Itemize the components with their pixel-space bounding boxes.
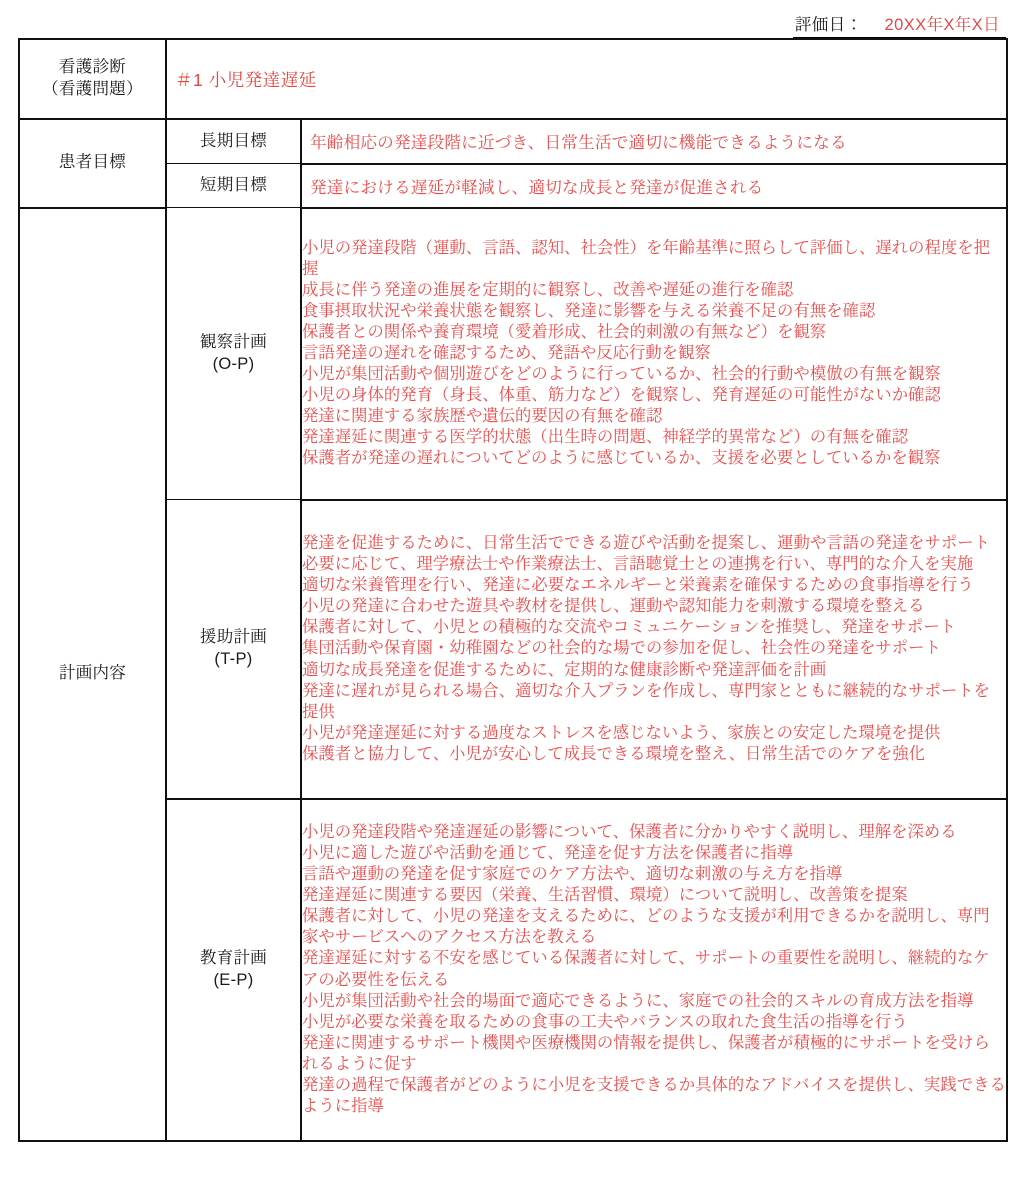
plan-item: 発達遅延に対する不安を感じている保護者に対して、サポートの重要性を説明し、継続的なケアの必要性を伝える (302, 949, 990, 989)
plan-item: 保護者に対して、小児の発達を支えるために、どのような支援が利用できるかを説明し、専門家やサービスへのアクセス方法を教える (302, 907, 990, 947)
plan-item: 発達の過程で保護者がどのように小児を支援できるか具体的なアドバイスを提供し、実践できるように指導 (302, 1075, 1006, 1115)
header-row (18, 14, 1006, 38)
plan-item: 小児が必要な栄養を取るための食事の工夫やバランスの取れた食生活の指導を行う (302, 1012, 908, 1031)
plan-item: 適切な栄養管理を行い、発達に必要なエネルギーと栄養素を確保するための食事指導を行う (302, 576, 974, 595)
treatment-plan-items (302, 533, 1006, 764)
plan-item: 適切な成長発達を促進するために、定期的な健康診断や発達評価を計画 (302, 660, 827, 679)
plan-item: 発達を促進するために、日常生活でできる遊びや活動を提案し、運動や言語の発達をサポート (302, 534, 991, 553)
plan-item: 小児が集団活動や個別遊びをどのように行っているか、社会的行動や模倣の有無を観察 (302, 365, 941, 383)
treatment-plan-items-cell (301, 500, 1007, 799)
patient-goal-label: 患者目標 (58, 153, 127, 172)
plan-item: 保護者と協力して、小児が安心して成長できる環境を整え、日常生活でのケアを強化 (302, 744, 926, 763)
plan-item: 小児の身体的発育（身長、体重、筋力など）を観察し、発育遅延の可能性がないか確認 (302, 386, 941, 405)
observation-plan-items (302, 238, 1006, 469)
short-term-goal-label-cell (166, 164, 301, 208)
table-row-education-plan (19, 799, 1007, 1141)
observation-plan-items-cell (301, 208, 1007, 500)
table-row-short-term-goal (19, 164, 1007, 208)
education-plan-items (302, 822, 1006, 1116)
plan-item: 小児の発達段階（運動、言語、認知、社会性）を年齢基準に照らして評価し、遅れの程度を把握 (302, 238, 991, 278)
plan-item: 集団活動や保育園・幼稚園などの社会的な場での参加を促し、社会性の発達をサポート (302, 639, 941, 658)
plan-item: 言語や運動の発達を促す家庭でのケア方法や、適切な刺激の与え方を指導 (302, 865, 843, 884)
plan-item: 小児に適した遊びや活動を通じて、発達を促す方法を保護者に指導 (302, 844, 794, 863)
long-term-goal-label: 長期目標 (199, 131, 268, 150)
evaluation-date (793, 11, 1006, 38)
long-term-goal-value-cell (301, 119, 1007, 164)
observation-plan-label-line1: 観察計画 (199, 332, 268, 351)
diagnosis-label-line2: （看護問題） (42, 80, 143, 98)
table-row-diagnosis (19, 39, 1007, 119)
evaluation-date-label: 評価日： (794, 16, 863, 34)
long-term-goal-label-cell (166, 119, 301, 164)
plan-item: 発達に遅れが見られる場合、適切な介入プランを作成し、専門家とともに継続的なサポートを提供 (302, 681, 991, 721)
diagnosis-label-line1: 看護診断 (58, 58, 127, 77)
plan-item: 小児が発達遅延に対する過度なストレスを感じないよう、家族との安定した環境を提供 (302, 723, 941, 742)
plan-item: 保護者に対して、小児との積極的な交流やコミュニケーションを推奨し、発達をサポート (302, 618, 956, 637)
short-term-goal-value: 発達における遅延が軽減し、適切な成長と発達が促進される (310, 177, 764, 197)
plan-item: 小児が集団活動や社会的場面で適応できるように、家庭での社会的スキルの育成方法を指導 (302, 991, 974, 1010)
plan-item: 保護者との関係や養育環境（愛着形成、社会的刺激の有無など）を観察 (302, 322, 827, 341)
plan-item: 小児の発達段階や発達遅延の影響について、保護者に分かりやすく説明し、理解を深める (302, 823, 957, 842)
treatment-plan-label-line1: 援助計画 (199, 627, 268, 646)
evaluation-date-value: 20XX年X年X日 (884, 16, 1000, 34)
diagnosis-label-cell (19, 39, 166, 119)
observation-plan-label-cell (166, 208, 301, 500)
treatment-plan-label-cell (166, 500, 301, 799)
education-plan-label-cell (166, 799, 301, 1141)
plan-content-label: 計画内容 (58, 664, 127, 683)
education-plan-label-line1: 教育計画 (199, 948, 268, 967)
plan-item: 必要に応じて、理学療法士や作業療法士、言語聴覚士との連携を行い、専門的な介入を実施 (302, 555, 974, 574)
plan-item: 発達に関連するサポート機関や医療機関の情報を提供し、保護者が積極的にサポートを受けられるように促す (302, 1033, 991, 1073)
table-row-observation-plan (19, 208, 1007, 500)
long-term-goal-value: 年齢相応の発達段階に近づき、日常生活で適切に機能できるようになる (310, 133, 847, 153)
treatment-plan-label-line2: (T-P) (214, 649, 253, 668)
plan-item: 発達に関連する家族歴や遺伝的要因の有無を確認 (302, 407, 663, 426)
education-plan-label-line2: (E-P) (213, 970, 254, 989)
short-term-goal-value-cell (301, 164, 1007, 208)
plan-item: 成長に伴う発達の進展を定期的に観察し、改善や遅延の進行を確認 (302, 280, 794, 299)
care-plan-table (18, 38, 1008, 1142)
table-row-long-term-goal (19, 119, 1007, 164)
plan-item: 食事摂取状況や栄養状態を観察し、発達に影響を与える栄養不足の有無を確認 (302, 301, 876, 320)
short-term-goal-label: 短期目標 (199, 175, 268, 194)
diagnosis-value: ＃1 小児発達遅延 (175, 69, 317, 90)
plan-item: 言語発達の遅れを確認するため、発語や反応行動を観察 (302, 343, 711, 362)
table-row-treatment-plan (19, 500, 1007, 799)
plan-item: 発達遅延に関連する要因（栄養、生活習慣、環境）について説明し、改善策を提案 (302, 886, 908, 905)
plan-item: 小児の発達に合わせた遊具や教材を提供し、運動や認知能力を刺激する環境を整える (302, 597, 925, 616)
diagnosis-value-cell (166, 39, 1007, 119)
education-plan-items-cell (301, 799, 1007, 1141)
observation-plan-label-line2: (O-P) (212, 354, 255, 373)
plan-content-label-cell (19, 208, 166, 1141)
plan-item: 発達遅延に関連する医学的状態（出生時の問題、神経学的異常など）の有無を確認 (302, 428, 909, 447)
plan-item: 保護者が発達の遅れについてどのように感じているか、支援を必要としているかを観察 (302, 449, 941, 468)
patient-goal-label-cell (19, 119, 166, 208)
